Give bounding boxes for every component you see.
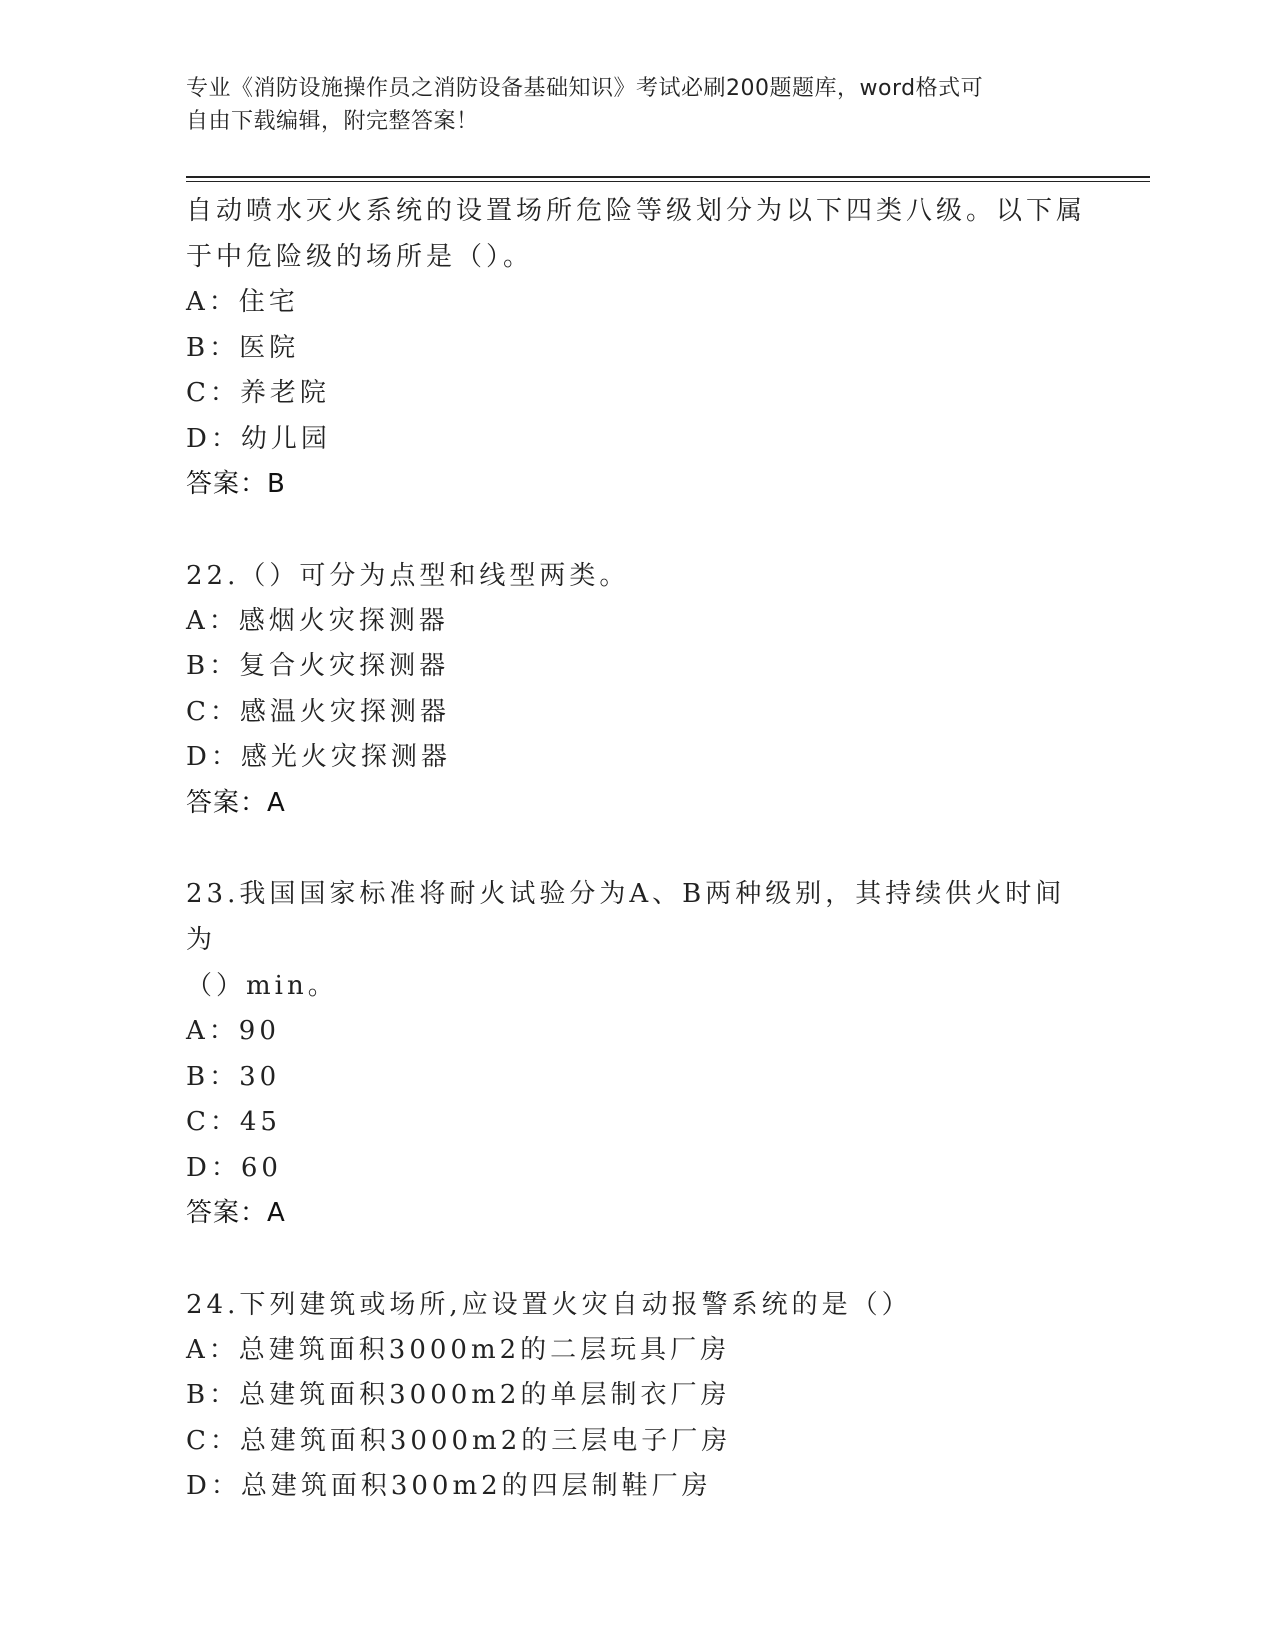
question-list [186, 188, 1086, 1555]
question-stem-line: 23.我国国家标准将耐火试验分为A、B两种级别，其持续供火时间为 [186, 879, 1066, 955]
option-c: C：感温火灾探测器 [186, 696, 450, 727]
answer-label: 答案：B [186, 469, 286, 499]
header-divider-thick [186, 176, 1150, 178]
question-block [186, 871, 1086, 1237]
option-b: B：总建筑面积3000m2的单层制衣厂房 [186, 1380, 731, 1410]
option-d: D：幼儿园 [186, 423, 331, 454]
question-block [186, 188, 1086, 508]
question-block [186, 553, 1086, 827]
option-a: A：住宅 [186, 287, 299, 317]
option-a: A：总建筑面积3000m2的二层玩具厂房 [186, 1334, 731, 1365]
answer-label: 答案：A [186, 1198, 286, 1228]
header-title-line-1: 专业《消防设施操作员之消防设备基础知识》考试必刷200题题库，word格式可 [186, 76, 984, 101]
question-stem-line: 自动喷水灭火系统的设置场所危险等级划分为以下四类八级。以下属 [186, 196, 1087, 226]
option-a: A：感烟火灾探测器 [186, 605, 449, 636]
option-c: C：养老院 [186, 378, 330, 408]
question-stem-line: 于中危险级的场所是（）。 [186, 242, 534, 272]
option-d: D：感光火灾探测器 [186, 742, 451, 772]
option-c: C：45 [186, 1107, 281, 1137]
option-b: B：医院 [186, 332, 300, 363]
header-divider-thin [186, 181, 1150, 182]
question-stem-line: 22.（）可分为点型和线型两类。 [186, 560, 630, 591]
option-b: B：复合火灾探测器 [186, 651, 450, 681]
answer-label: 答案：A [186, 787, 286, 818]
option-c: C：总建筑面积3000m2的三层电子厂房 [186, 1425, 732, 1456]
header-title-line-2: 自由下载编辑，附完整答案！ [186, 109, 479, 134]
question-block [186, 1282, 1086, 1510]
option-d: D：60 [186, 1152, 282, 1183]
option-a: A：90 [186, 1016, 280, 1046]
option-b: B：30 [186, 1061, 281, 1092]
option-d: D：总建筑面积300m2的四层制鞋厂房 [186, 1471, 712, 1501]
document-header [186, 72, 1066, 138]
question-stem-line: （）min。 [186, 971, 338, 1001]
question-stem-line: 24.下列建筑或场所,应设置火灾自动报警系统的是（） [186, 1289, 912, 1320]
